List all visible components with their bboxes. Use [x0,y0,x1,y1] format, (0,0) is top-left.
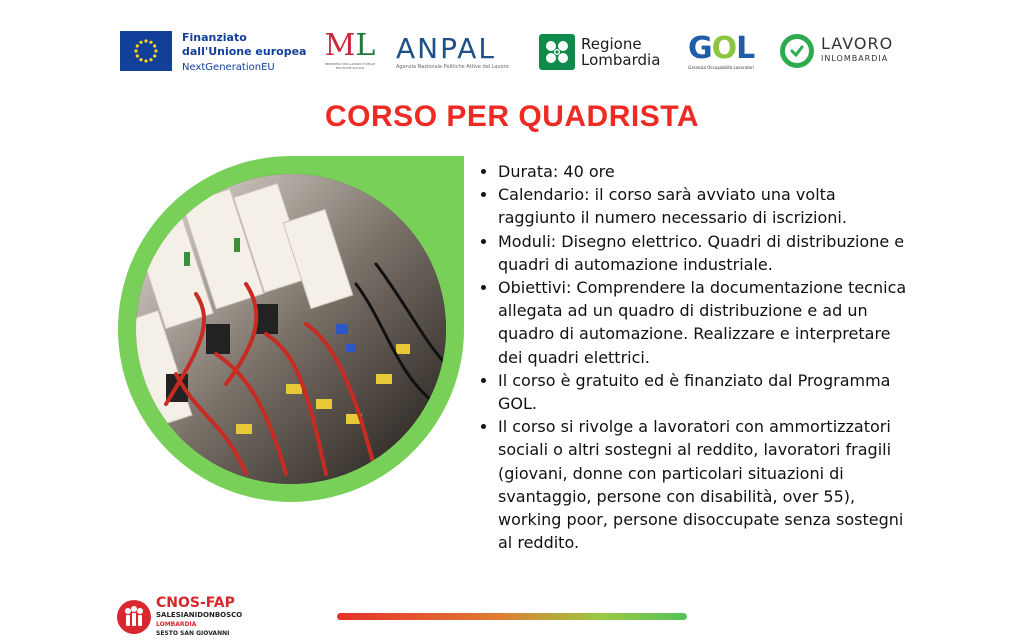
ministero-caption: MINISTERO DEL LAVORO E DELLE POLITICHE SOCIALI [324,62,376,70]
cnos-fap-logo [117,596,242,638]
anpal-caption: Agenzia Nazionale Politiche Attive del Lavoro [396,64,509,70]
page-title: CORSO PER QUADRISTA [325,100,699,133]
regione-lombardia-rose-icon [539,34,575,70]
cnos-name: CNOS-FAP [156,595,235,611]
cnos-sub3: SESTO SAN GIOVANNI [156,630,230,637]
eu-logo-line2: dall'Unione europea [182,45,307,58]
gol-caption: Garanzia Occupabilità Lavoratori [688,65,754,70]
course-info-list [478,160,918,554]
gol-letter-l: L [736,31,755,66]
gol-letter-o: O [711,31,737,66]
info-duration: • Durata: 40 ore [498,160,918,183]
eu-logo-line1: Finanziato [182,31,247,44]
info-calendar: • Calendario: il corso sarà avviato una volta raggiunto il numero necessario di iscrizioni. [498,183,918,229]
cnos-sub1: SALESIANIDONBOSCO [156,611,243,619]
ministero-logo [322,30,378,76]
lavoro-lombardia-logo [780,34,893,68]
lavoro-line1: LAVORO [821,34,894,53]
electrical-panel-photo [136,174,446,484]
eu-flag-icon [120,31,172,71]
anpal-logo [396,34,514,70]
lavoro-circle-icon [780,34,814,68]
cnos-fap-figures-icon [117,600,151,634]
gol-logo [688,33,754,70]
eu-logo-line3: NextGenerationEU [182,62,275,73]
regione-line2: Lombardia [581,51,661,69]
eu-logo [120,31,306,75]
ministero-mark-right: L [355,28,376,63]
regione-line1: Regione [581,35,642,53]
info-funding: • Il corso è gratuito ed è finanziato dal Programma GOL. [498,369,918,415]
gol-letter-g: G [688,31,712,66]
lavoro-line2: INLOMBARDIA [821,54,889,63]
info-target: • Il corso si rivolge a lavoratori con ammortizzatori sociali o altri sostegni al reddito, lavoratori fragili (giovani, donne con particolari situazioni di svantaggio, persone con disabilità, over 55), working poor, persone disoccupate senza sostegni al reddito. [498,415,918,554]
info-modules: • Moduli: Disegno elettrico. Quadri di distribuzione e quadri di automazione industriale. [498,230,918,276]
cnos-sub2: LOMBARDIA [156,621,197,628]
info-objectives: • Obiettivi: Comprendere la documentazione tecnica allegata ad un quadro di distribuzione e ad un quadro di automazione. Realizzare e interpretare dei quadri elettrici. [498,276,918,369]
ministero-mark-left: M [324,28,356,63]
regione-lombardia-logo [539,34,660,70]
anpal-name: ANPAL [396,32,496,65]
footer-gradient-bar [337,613,687,620]
